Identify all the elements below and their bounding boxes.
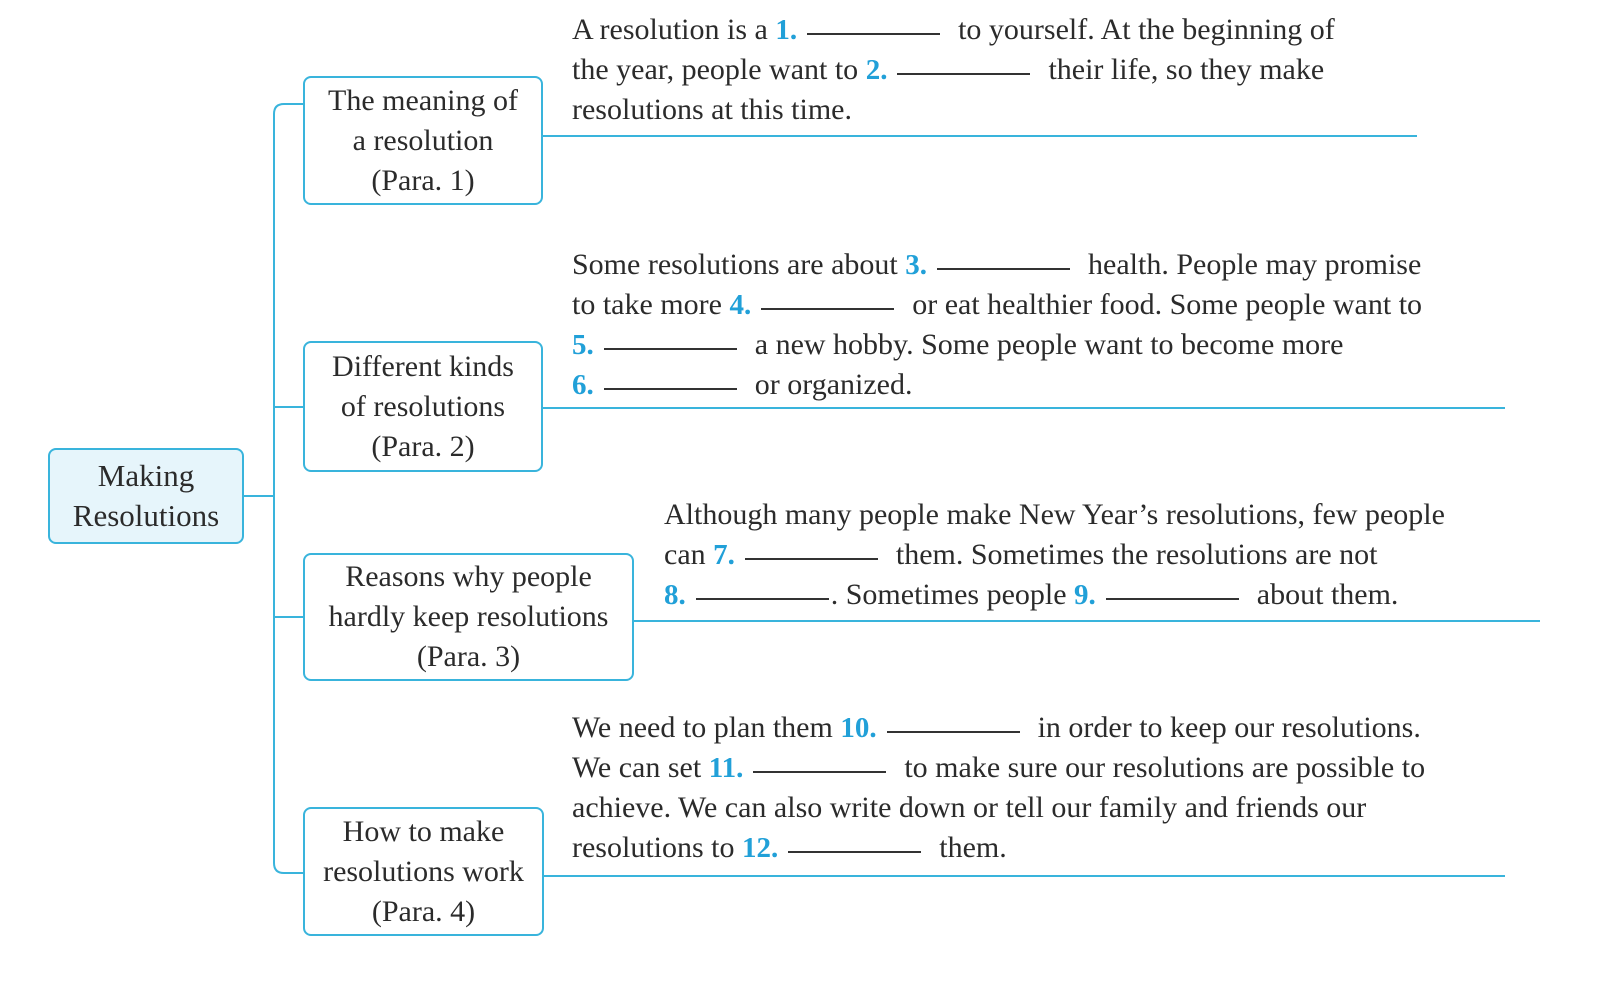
- text: . Sometimes people: [830, 578, 1067, 611]
- blank-3[interactable]: [937, 268, 1070, 270]
- blank-number-6: 6.: [572, 369, 594, 401]
- text: to take more: [572, 288, 722, 321]
- blank-number-11: 11.: [708, 752, 744, 784]
- blank-number-4: 4.: [729, 289, 752, 321]
- branch-meaning-of-resolution: [303, 76, 543, 205]
- text: to yourself. At the beginning of: [958, 13, 1335, 46]
- blank-number-10: 10.: [840, 712, 877, 744]
- text: health. People may promise: [1088, 248, 1422, 281]
- blank-number-5: 5.: [572, 329, 594, 361]
- branch-line: resolutions work: [323, 854, 524, 888]
- branch-line: Reasons why people: [345, 560, 592, 593]
- branch-line: The meaning of: [328, 83, 518, 117]
- paragraph-1: [572, 10, 1335, 130]
- text: to make sure our resolutions are possible to: [904, 751, 1426, 784]
- blank-11[interactable]: [753, 771, 886, 773]
- text: achieve. We can also write down or tell our family and friends our: [572, 791, 1367, 824]
- branch-line: (Para. 4): [371, 894, 476, 928]
- text: Some resolutions are about: [572, 248, 898, 281]
- branch-different-kinds: [303, 341, 543, 472]
- blank-7[interactable]: [745, 558, 878, 560]
- branch-line: of resolutions: [340, 389, 506, 423]
- text: them. Sometimes the resolutions are not: [895, 538, 1378, 571]
- blank-10[interactable]: [887, 731, 1020, 733]
- branch-reasons-hardly-keep: [303, 553, 634, 681]
- blank-12[interactable]: [788, 851, 921, 853]
- blank-5[interactable]: [604, 348, 737, 350]
- blank-number-7: 7.: [713, 539, 735, 571]
- root-line-1: Making: [97, 458, 195, 493]
- branch-line: (Para. 1): [371, 163, 475, 197]
- blank-1[interactable]: [807, 33, 940, 35]
- blank-number-9: 9.: [1074, 579, 1096, 611]
- branch-line: a resolution: [352, 123, 494, 157]
- text: We need to plan them: [572, 711, 833, 744]
- branch-how-to-make-work: [303, 807, 544, 936]
- root-node-making-resolutions: [48, 448, 244, 544]
- text: them.: [939, 831, 1007, 864]
- blank-number-2: 2.: [865, 54, 888, 86]
- text: a new hobby. Some people want to become more: [754, 328, 1344, 361]
- paragraph-4: [572, 708, 1425, 868]
- text: about them.: [1256, 578, 1399, 611]
- branch-line: hardly keep resolutions: [328, 600, 609, 633]
- branch-line: Different kinds: [332, 349, 514, 383]
- text: can: [664, 538, 706, 571]
- text: We can set: [572, 751, 702, 784]
- blank-number-8: 8.: [664, 579, 686, 611]
- text: resolutions to: [572, 831, 735, 864]
- trunk-line: [274, 104, 303, 873]
- branch-line: (Para. 3): [416, 640, 521, 673]
- text: the year, people want to: [572, 53, 859, 86]
- branch-line: (Para. 2): [371, 429, 475, 463]
- root-line-2: Resolutions: [72, 498, 220, 533]
- text: resolutions at this time.: [572, 93, 852, 126]
- blank-4[interactable]: [761, 308, 894, 310]
- branch-line: How to make: [342, 814, 505, 848]
- blank-number-1: 1.: [775, 14, 798, 46]
- text: or organized.: [754, 368, 913, 401]
- text: in order to keep our resolutions.: [1037, 711, 1421, 744]
- paragraph-2: [572, 245, 1422, 405]
- blank-2[interactable]: [897, 73, 1030, 75]
- blank-6[interactable]: [604, 388, 737, 390]
- blank-8[interactable]: [696, 598, 829, 600]
- text: Although many people make New Year’s resolutions, few people: [664, 498, 1445, 531]
- blank-number-3: 3.: [905, 249, 928, 281]
- text: or eat healthier food. Some people want to: [912, 288, 1423, 321]
- text: their life, so they make: [1048, 53, 1325, 86]
- paragraph-3: [664, 495, 1445, 615]
- blank-number-12: 12.: [742, 832, 779, 864]
- text: A resolution is a: [572, 13, 768, 46]
- blank-9[interactable]: [1106, 598, 1239, 600]
